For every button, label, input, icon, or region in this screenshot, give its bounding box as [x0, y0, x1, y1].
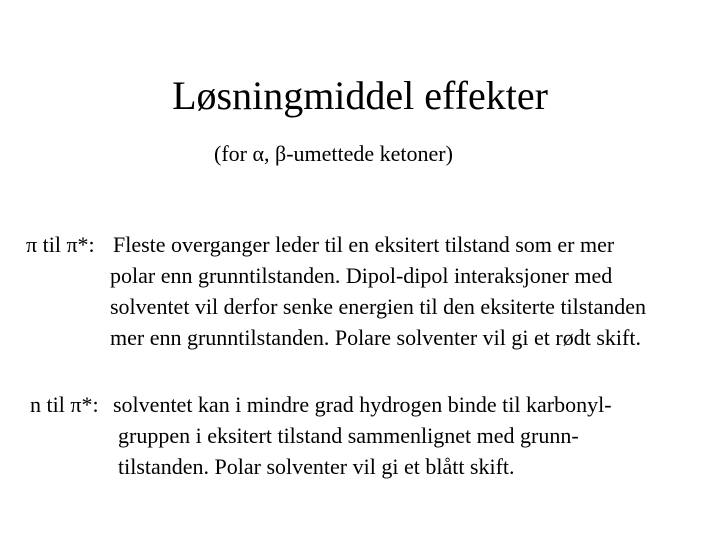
- point-text-line: Fleste overganger leder til en eksitert tilstand som er mer: [113, 232, 615, 257]
- point-text-line: gruppen i eksitert tilstand sammenlignet med grunn-: [118, 423, 579, 448]
- slide-subtitle: (for α, β-umettede ketoner): [214, 141, 453, 166]
- point-text-line: mer enn grunntilstanden. Polare solventer vil gi et rødt skift.: [110, 325, 641, 350]
- point-text-line: solventet kan i mindre grad hydrogen binde til karbonyl-: [113, 392, 612, 417]
- point-label: π til π*:: [26, 232, 95, 257]
- point-text-line: solventet vil derfor senke energien til den eksiterte tilstanden: [110, 294, 646, 319]
- point-text-line: polar enn grunntilstanden. Dipol-dipol interaksjoner med: [110, 263, 613, 288]
- point-text-line: tilstanden. Polar solventer vil gi et blått skift.: [118, 454, 515, 479]
- slide-title: Løsningmiddel effekter: [172, 73, 548, 118]
- point-label: n til π*:: [30, 392, 99, 417]
